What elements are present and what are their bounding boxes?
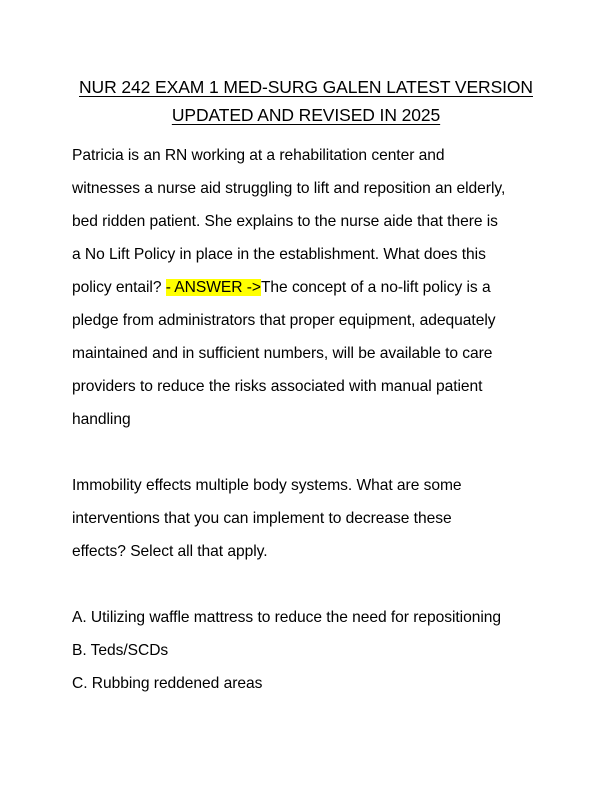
question-2-line-2: interventions that you can implement to decrease these (72, 510, 452, 527)
option-c: C. Rubbing reddened areas (72, 675, 263, 692)
question-1-line-4: a No Lift Policy in place in the establishment. What does this (72, 246, 486, 263)
document-title-line-2: UPDATED AND REVISED IN 2025 (171, 105, 441, 125)
answer-line-2: pledge from administrators that proper equipment, adequately (72, 312, 496, 329)
answer-line-3: maintained and in sufficient numbers, will be available to care (72, 345, 493, 362)
question-2-line-3: effects? Select all that apply. (72, 543, 268, 560)
question-2-line-1: Immobility effects multiple body systems. What are some (72, 477, 462, 494)
question-1-line-5: policy entail? (72, 279, 166, 296)
option-a: A. Utilizing waffle mattress to reduce the need for repositioning (72, 609, 501, 626)
answer-text-start: The concept of a no-lift policy is a (260, 279, 491, 296)
question-1-line-2: witnesses a nurse aid struggling to lift and reposition an elderly, (72, 180, 506, 197)
document-title-line-1: NUR 242 EXAM 1 MED-SURG GALEN LATEST VERSION (79, 77, 533, 97)
question-1-line-3: bed ridden patient. She explains to the nurse aide that there is (72, 213, 498, 230)
question-1-answer-line (72, 278, 491, 298)
option-b: B. Teds/SCDs (72, 642, 169, 659)
answer-line-5: handling (72, 411, 131, 428)
answer-highlight: - ANSWER -> (165, 279, 261, 296)
question-1-line-1: Patricia is an RN working at a rehabilitation center and (72, 147, 445, 164)
answer-line-4: providers to reduce the risks associated with manual patient (72, 378, 483, 395)
